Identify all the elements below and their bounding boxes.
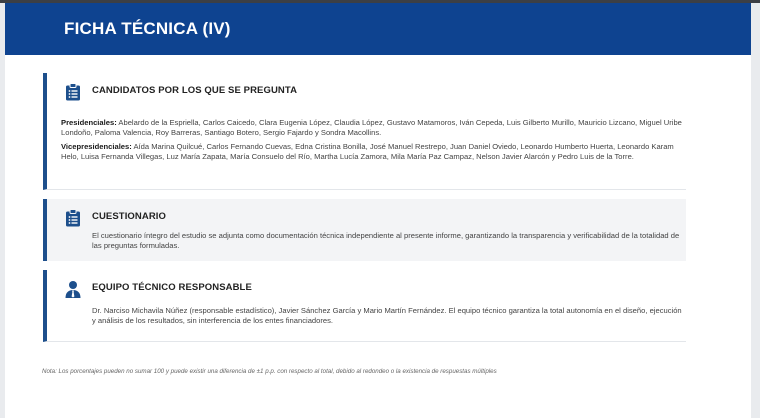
presidential-names: Abelardo de la Espriella, Carlos Caicedo, Clara Eugenia López, Claudia López, Gustavo Matamoros, Iván Cepeda, Luis Gilberto Murillo, Mauricio Lizcano, Miguel Uribe Londoño, Paloma Valencia, Roy Barreras, Santiago Botero, Sergio Fajardo y Sondra Macollins. — [61, 118, 682, 137]
questionnaire-text: El cuestionario íntegro del estudio se adjunta como documentación técnica independiente al presente informe, garantizando la transparencia y verificabilidad de la totalidad de las preguntas formuladas. — [92, 231, 680, 250]
presidential-candidates — [61, 118, 683, 138]
team-section — [43, 270, 686, 342]
slide-page — [5, 3, 751, 418]
team-title: EQUIPO TÉCNICO RESPONSABLE — [92, 282, 252, 293]
clipboard-list-icon — [65, 209, 81, 227]
team-text: Dr. Narciso Michavila Núñez (responsable estadístico), Javier Sánchez García y Mario Martín Fernández. El equipo técnico garantiza la total autonomía en el diseño, ejecución y análisis de los resultados, sin interferencia de los entes financiadores. — [92, 306, 682, 325]
vice-presidential-candidates — [61, 142, 683, 162]
candidates-section — [43, 73, 686, 190]
vice-names: Aída Marina Quilcué, Carlos Fernando Cuevas, Edna Cristina Bonilla, José Manuel Restrepo, Juan Daniel Oviedo, Leonardo Humberto Huerta, Leonardo Karam Helo, Luisa Fernanda Villegas, Luz María Zapata, María Consuelo del Río, Martha Lucía Zamora, Mila María Paz Campaz, Nelson Javier Alarcón y Pedro Luis de la Torre. — [61, 142, 674, 161]
vice-label: Vicepresidenciales: — [61, 142, 132, 151]
questionnaire-title: CUESTIONARIO — [92, 211, 167, 222]
page-title: FICHA TÉCNICA (IV) — [64, 19, 231, 38]
footnote: Nota: Los porcentajes pueden no sumar 100 y puede existir una diferencia de ±1 p.p. con respecto al total, debido al redondeo o la existencia de respuestas múltiples — [42, 368, 497, 375]
presidential-label: Presidenciales: — [61, 118, 117, 127]
questionnaire-section — [43, 199, 686, 261]
user-tie-icon — [65, 280, 81, 298]
clipboard-list-icon — [65, 83, 81, 101]
candidates-title: CANDIDATOS POR LOS QUE SE PREGUNTA — [92, 85, 298, 96]
page-header — [5, 3, 751, 55]
